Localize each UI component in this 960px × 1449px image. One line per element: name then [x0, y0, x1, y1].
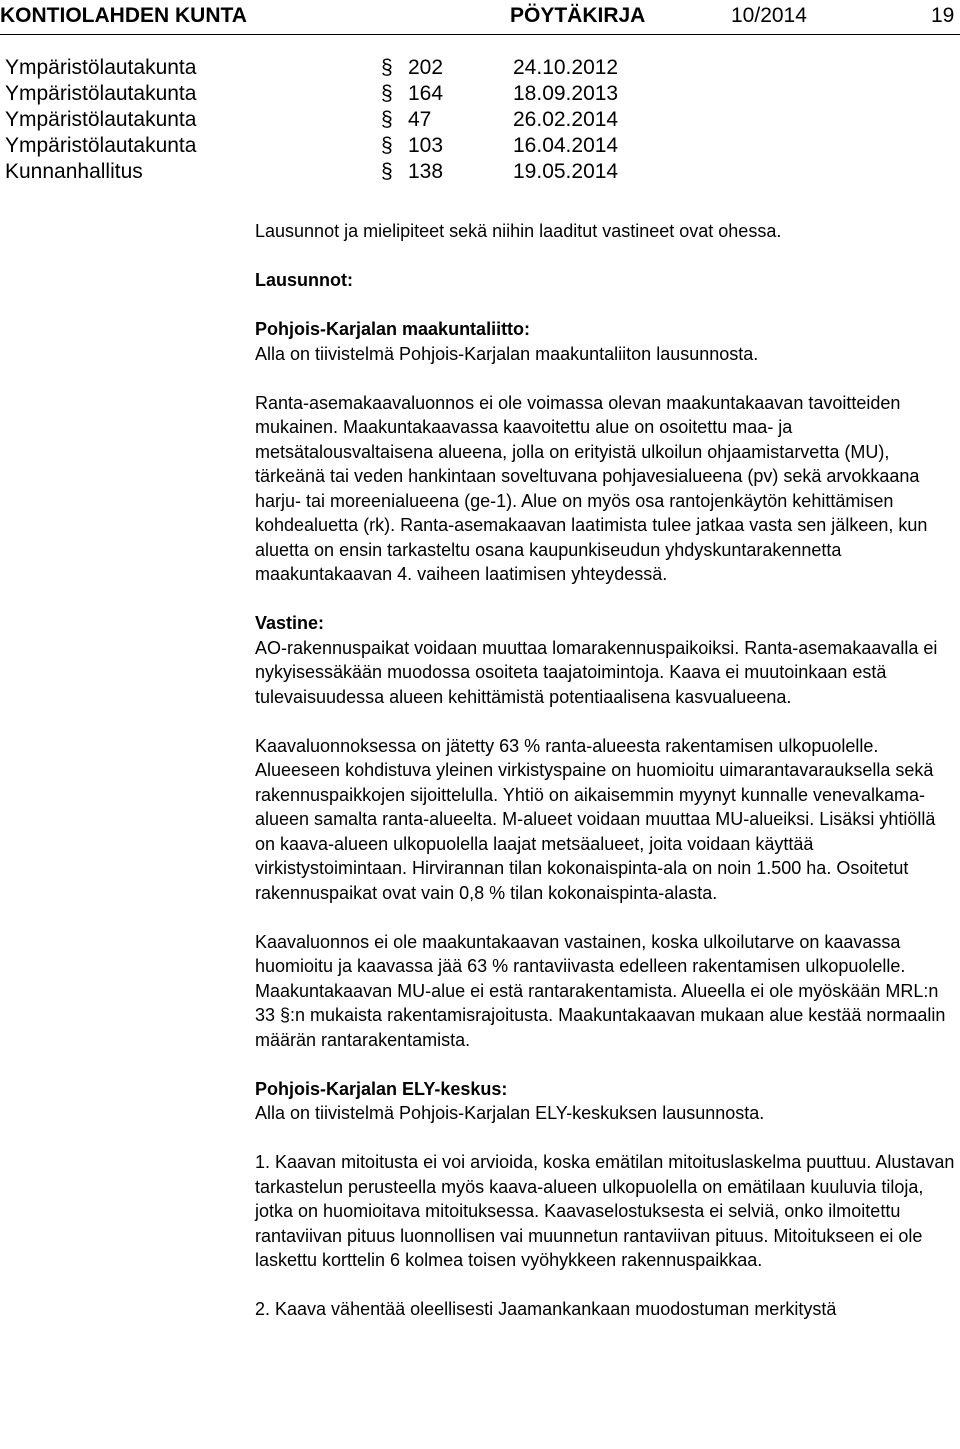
response-paragraph: AO-rakennuspaikat voidaan muuttaa lomarakennuspaikoiksi. Ranta-asemakaavalla ei nykyisessäkään muodossa osoiteta taajatoimintoja. Kaava ei muutoinkaan estä tulevaisuudessa alueen kehittämistä potentiaalisena kasvualueena. [255, 637, 938, 707]
main-content [255, 219, 960, 1322]
history-date: 18.09.2013 [513, 82, 619, 105]
statement-heading: Pohjois-Karjalan ELY-keskus: [255, 1078, 508, 1099]
history-date: 24.10.2012 [513, 56, 619, 79]
document-header [0, 0, 960, 35]
history-date: 19.05.2014 [513, 160, 619, 183]
statement-heading: Pohjois-Karjalan maakuntaliitto: [255, 319, 531, 339]
history-body: Kunnanhallitus [5, 160, 143, 183]
statement-intro: Alla on tiivistelmä Pohjois-Karjalan ELY-keskuksen lausunnosta. [255, 1103, 765, 1123]
issue-number: 10/2014 [731, 4, 807, 27]
section-number: 138 [408, 160, 444, 183]
statements-heading: Lausunnot: [255, 270, 353, 290]
response-heading: Vastine: [255, 613, 325, 633]
history-body: Ympäristölautakunta [5, 82, 197, 105]
intro-paragraph: Lausunnot ja mielipiteet sekä niihin laaditut vastineet ovat ohessa. [255, 221, 782, 241]
statement-item: 2. Kaava vähentää oleellisesti Jaamankankaan muodostuman merkitystä [255, 1299, 837, 1319]
section-number: 164 [408, 82, 444, 105]
section-sign: § [381, 82, 393, 105]
section-number: 47 [408, 108, 432, 131]
document-type: PÖYTÄKIRJA [510, 4, 646, 27]
history-body: Ympäristölautakunta [5, 108, 197, 131]
history-body: Ympäristölautakunta [5, 134, 197, 157]
municipality-name: KONTIOLAHDEN KUNTA [0, 4, 247, 27]
section-number: 103 [408, 134, 444, 157]
statement-paragraph: Ranta-asemakaavaluonnos ei ole voimassa olevan maakuntakaavan tavoitteiden mukainen. Maakuntakaavassa kaavoitettu alue on osoitettu maa- ja metsätalousvaltaisena alueena, jolla on erityistä ulkoilun ohjaamistarvetta (MU), tärkeänä tai veden hankintaan soveltuvana pohjavesialueena (pv) sekä arvokkaana harju- tai moreenialueena (ge-1). Alue on myös osa rantojenkäytön kehittämisen kohdealuetta (rk). Ranta-asemakaavan laatimista tulee jatkaa vasta sen jälkeen, kun aluetta on ensin tarkasteltu osana kaupunkiseudun yhdyskuntarakennetta maakuntakaavan 4. vaiheen laatimisen yhteydessä. [255, 392, 928, 584]
response-paragraph: Kaavaluonnoksessa on jätetty 63 % ranta-alueesta rakentamisen ulkopuolelle. Alueeseen kohdistuva yleinen virkistyspaine on huomioitu uimarantavarauksella sekä rakennuspaikkojen sijoittelulla. Yhtiö on aikaisemmin myynyt kunnalle venevalkama-alueen samalta ranta-alueelta. M-alueet voidaan muuttaa MU-alueiksi. Lisäksi yhtiöllä on kaava-alueen ulkopuolella laajat metsäalueet, joita voidaan käyttää virkistystoimintaan. Hirvirannan tilan kokonaispinta-ala on noin 1.500 ha. Osoitetut rakennuspaikat ovat vain 0,8 % tilan kokonaispinta-alasta. [255, 735, 936, 903]
statement-intro: Alla on tiivistelmä Pohjois-Karjalan maakuntaliiton lausunnosta. [255, 343, 759, 364]
section-number: 202 [408, 56, 444, 79]
section-sign: § [381, 134, 393, 157]
history-body: Ympäristölautakunta [5, 56, 197, 79]
statement-item: 1. Kaavan mitoitusta ei voi arvioida, koska emätilan mitoituslaskelma puuttuu. Alustavan tarkastelun perusteella myös kaava-alueen ulkopuolella on emätilaan kuuluvia tiloja, jotka on huomioitava mitoituksessa. Kaavaselostuksesta ei selviä, onko ilmoitettu rantaviivan pituus luonnollisen vai muunnetun rantaviivan pituus. Mitoitukseen ei ole laskettu korttelin 6 kolmea toisen vyöhykkeen rakennuspaikkaa. [255, 1152, 955, 1270]
response-paragraph: Kaavaluonnos ei ole maakuntakaavan vastainen, koska ulkoilutarve on kaavassa huomioitu ja kaavassa jää 63 % rantaviivasta edelleen rakentamisen ulkopuolelle. Maakuntakaavan MU-alue ei estä rantarakentamista. Alueella ei ole myöskään MRL:n 33 §:n mukaista rakentamisrajoitusta. Maakuntakaavan mukaan alue kestää normaalin määrän rantarakentamista. [255, 931, 946, 1050]
section-sign: § [381, 160, 393, 183]
history-date: 26.02.2014 [513, 108, 619, 131]
page-number: 19 [931, 4, 955, 27]
history-date: 16.04.2014 [513, 134, 619, 157]
section-sign: § [381, 108, 393, 131]
section-sign: § [381, 56, 393, 79]
